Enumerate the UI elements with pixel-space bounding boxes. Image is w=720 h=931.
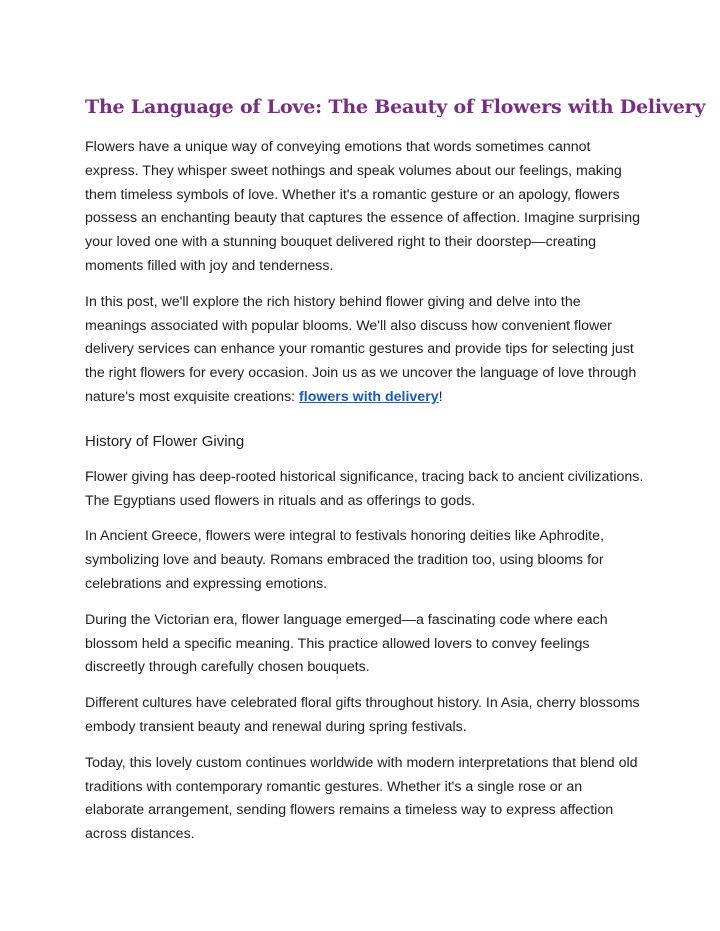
article-body <box>85 92 706 859</box>
history-paragraph-3: During the Victorian era, flower language emerged—a fascinating code where each blossom held a specific meaning. This practice allowed lovers to convey feelings discreetly through carefully chosen bouquets. <box>85 611 608 676</box>
intro-paragraph-2 <box>85 291 645 410</box>
history-paragraph-2: In Ancient Greece, flowers were integral to festivals honoring deities like Aphrodite, symbolizing love and beauty. Romans embraced the tradition too, using blooms for celebrations and expressing emotions. <box>85 528 604 592</box>
history-paragraph-5: Today, this lovely custom continues worldwide with modern interpretations that blend old traditions with contemporary romantic gestures. Whether it's a single rose or an elaborate arrangement, sending flowers remains a timeless way to express affection across distances. <box>85 754 638 843</box>
flowers-with-delivery-link[interactable]: flowers with delivery <box>299 388 439 405</box>
intro-paragraph-1: Flowers have a unique way of conveying emotions that words sometimes cannot express. They whisper sweet nothings and speak volumes about our feelings, making them timeless symbols of love. Whether it's a romantic gesture or an apology, flowers possess an enchanting beauty that captures the essence of affection. Imagine surprising your loved one with a stunning bouquet delivered right to their doorstep—creating moments filled with joy and tenderness. <box>85 139 640 274</box>
article-title: The Language of Love: The Beauty of Flowers with Delivery <box>85 96 706 118</box>
intro-paragraph-2-end: ! <box>438 388 443 405</box>
intro-paragraph-2-text: In this post, we'll explore the rich history behind flower giving and delve into the meanings associated with popular blooms. We'll also discuss how convenient flower delivery services can enhance your romantic gestures and provide tips for selecting just the right flowers for every occasion. Join us as we uncover the language of love through nature's most exquisite creations: <box>85 293 637 405</box>
section-heading-history: History of Flower Giving <box>85 432 245 450</box>
history-paragraph-4: Different cultures have celebrated floral gifts throughout history. In Asia, cherry blossoms embody transient beauty and renewal during spring festivals. <box>85 695 640 735</box>
history-paragraph-1: Flower giving has deep-rooted historical significance, tracing back to ancient civilizations. The Egyptians used flowers in rituals and as offerings to gods. <box>85 468 644 509</box>
